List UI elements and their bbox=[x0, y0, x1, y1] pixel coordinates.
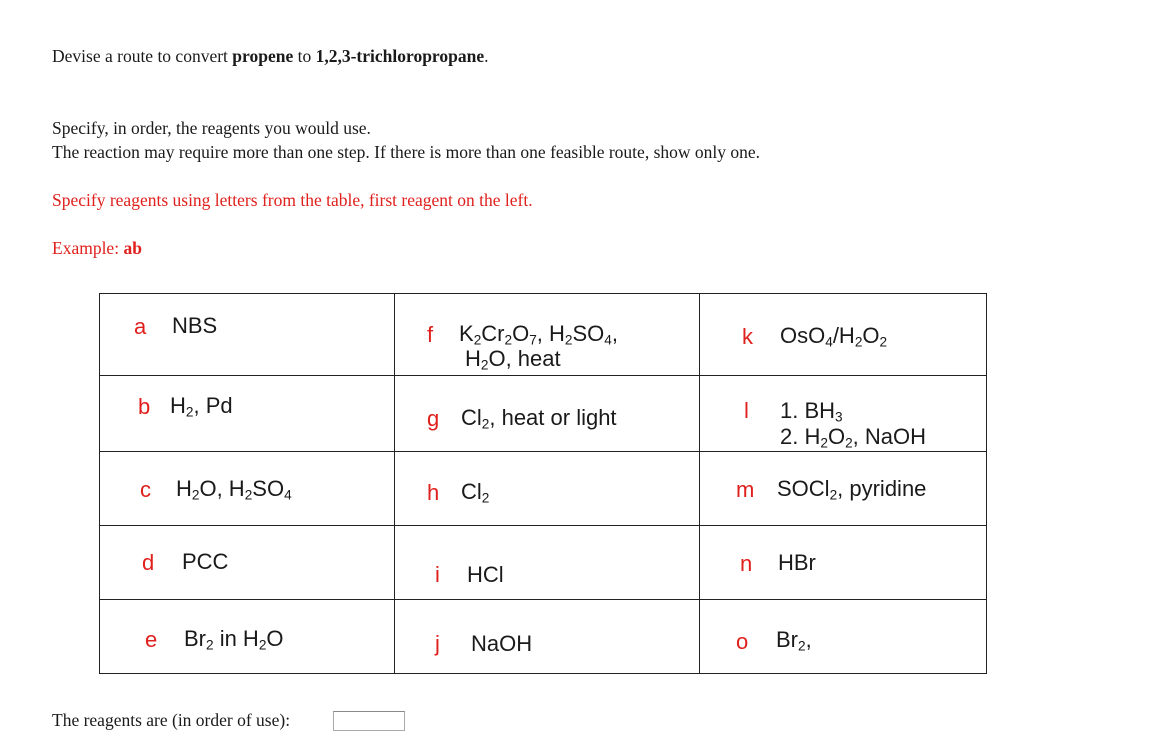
reagent-text: $H_2O$, $H_2SO_4$ bbox=[176, 476, 292, 503]
reagent-cell-k bbox=[700, 294, 987, 376]
reagent-cell-i bbox=[395, 526, 700, 600]
reagent-cell-c bbox=[100, 452, 395, 526]
reagent-cell-g bbox=[395, 376, 700, 452]
reagent-letter: g bbox=[427, 406, 440, 431]
reagent-cell-h bbox=[395, 452, 700, 526]
reagent-text: $H_2$, Pd bbox=[170, 393, 233, 420]
reagent-text: HBr bbox=[778, 550, 816, 575]
answer-label: The reagents are (in order of use): bbox=[52, 710, 291, 730]
question-text: Devise a route to convert propene to 1,2,3-trichloropropane. bbox=[52, 46, 489, 66]
answer-input[interactable] bbox=[333, 711, 405, 731]
reagent-text: $OsO_4/H_2O_2$ bbox=[780, 323, 888, 350]
example-line: Example: ab bbox=[52, 238, 142, 258]
hint-line: Specify reagents using letters from the table, first reagent on the left. bbox=[52, 190, 533, 210]
reagent-text: $Cl_2$ bbox=[461, 479, 490, 506]
reagent-text: $Br_2$, bbox=[776, 627, 812, 654]
reagent-letter: f bbox=[427, 322, 434, 347]
table-row bbox=[100, 526, 987, 600]
instruction-line-1: Specify, in order, the reagents you would use. bbox=[52, 118, 371, 138]
reagent-text-line-2: $H_2O$, heat bbox=[465, 346, 561, 373]
reagent-text: SOCl$_2$, pyridine bbox=[777, 476, 927, 503]
reagent-cell-d bbox=[100, 526, 395, 600]
reagent-letter: k bbox=[742, 324, 753, 349]
reagent-cell-e bbox=[100, 600, 395, 674]
reagent-letter: d bbox=[142, 550, 155, 575]
table-row bbox=[100, 600, 987, 674]
reagent-cell-n bbox=[700, 526, 987, 600]
reagent-letter: l bbox=[744, 398, 749, 423]
reagent-letter: i bbox=[435, 562, 440, 587]
reagent-cell-j bbox=[395, 600, 700, 674]
reagent-text: NaOH bbox=[471, 631, 533, 656]
reagent-text: $K_2Cr_2O_7$, $H_2SO_4$, bbox=[459, 321, 618, 348]
start-compound: propene bbox=[232, 46, 294, 66]
reagent-letter: c bbox=[140, 477, 151, 502]
reagent-text: HCl bbox=[467, 562, 504, 587]
table-row bbox=[100, 294, 987, 376]
reagent-text: $Cl_2$, heat or light bbox=[461, 405, 617, 432]
reagent-cell-f bbox=[395, 294, 700, 376]
instruction-line-2: The reaction may require more than one step. If there is more than one feasible route, show only one. bbox=[52, 142, 761, 162]
reagent-text: 1. $BH_3$ bbox=[780, 398, 843, 425]
reagent-letter: a bbox=[134, 314, 147, 339]
reagent-cell-l bbox=[700, 376, 987, 452]
reagent-cell-a bbox=[100, 294, 395, 376]
target-compound: 1,2,3-trichloropropane bbox=[315, 46, 485, 66]
reagent-text: PCC bbox=[182, 549, 229, 574]
reagent-cell-o bbox=[700, 600, 987, 674]
reagent-letter: o bbox=[736, 629, 749, 654]
table-row bbox=[100, 452, 987, 526]
reagent-text-line-2: 2. $H_2O_2$, NaOH bbox=[780, 424, 926, 451]
reagent-letter: j bbox=[435, 631, 440, 656]
reagent-cell-m bbox=[700, 452, 987, 526]
reagent-letter: n bbox=[740, 551, 753, 576]
reagent-table bbox=[99, 293, 987, 674]
table-row bbox=[100, 376, 987, 452]
reagent-letter: b bbox=[138, 394, 151, 419]
reagent-letter: m bbox=[736, 477, 755, 502]
reagent-text: $Br_2$ in $H_2O$ bbox=[184, 626, 284, 653]
reagent-text: NBS bbox=[172, 313, 218, 338]
reagent-letter: e bbox=[145, 627, 158, 652]
reagent-letter: h bbox=[427, 480, 440, 505]
reagent-cell-b bbox=[100, 376, 395, 452]
example-value: ab bbox=[123, 238, 142, 258]
